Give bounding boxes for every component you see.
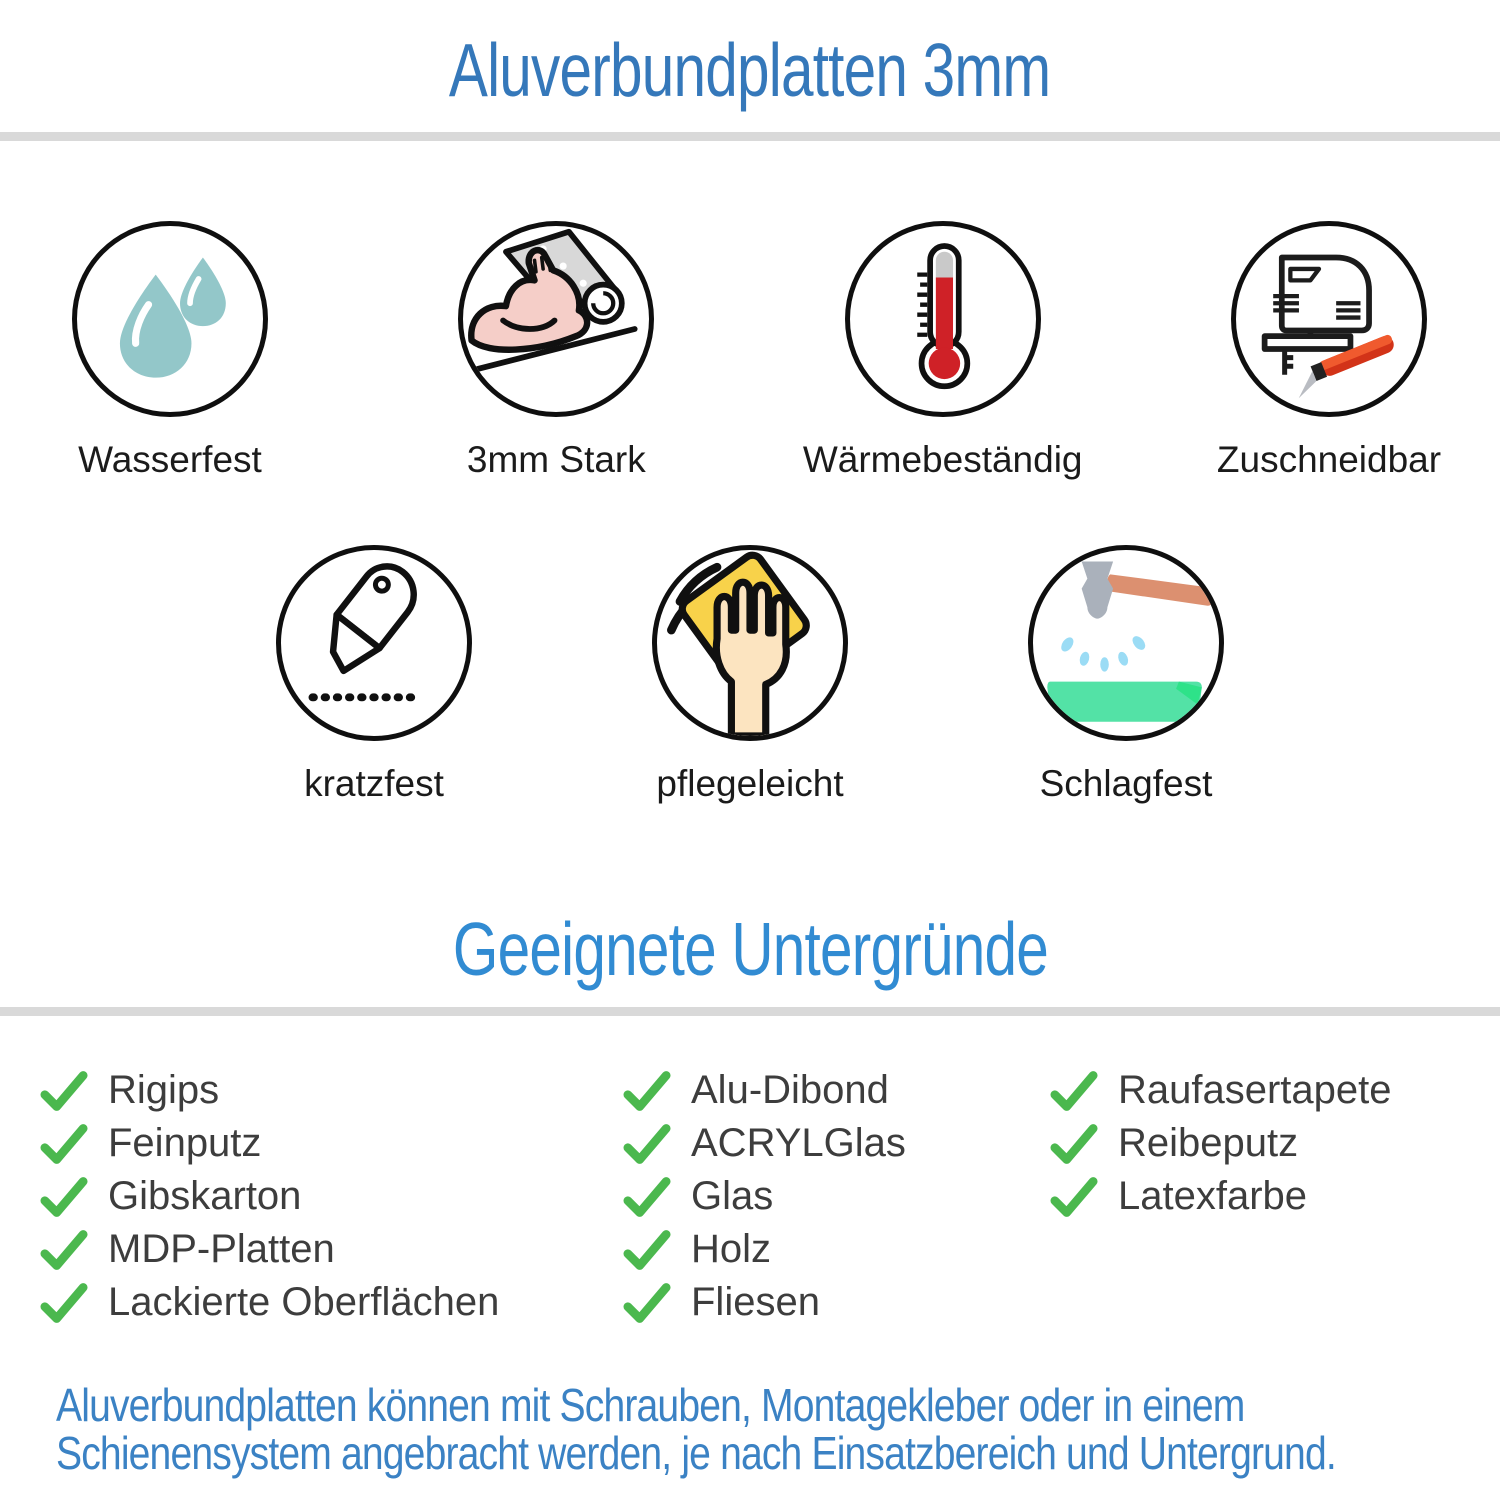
substrate-item bbox=[40, 1117, 623, 1170]
feature-label: Wärmebeständig bbox=[802, 439, 1083, 480]
feature-kratzfest bbox=[276, 545, 472, 805]
substrate-label: Rigips bbox=[108, 1068, 220, 1112]
thermometer-icon bbox=[850, 226, 1036, 412]
footer-line-2: Schienensystem angebracht werden, je nach Einsatzbereich und Untergrund. bbox=[56, 1427, 1336, 1479]
checkmark-icon bbox=[623, 1229, 671, 1271]
feature-circle bbox=[652, 545, 848, 741]
utility-knife-icon bbox=[281, 550, 467, 736]
footer-note bbox=[0, 1381, 1500, 1477]
checkmark-icon bbox=[1050, 1070, 1098, 1112]
checkmark-icon bbox=[623, 1176, 671, 1218]
checkmark-icon bbox=[40, 1229, 88, 1271]
substrate-item bbox=[1050, 1170, 1460, 1223]
substrate-label: Raufasertapete bbox=[1118, 1068, 1392, 1112]
substrate-item bbox=[40, 1223, 623, 1276]
feature-zuschneidbar bbox=[1216, 221, 1442, 481]
features-row-2 bbox=[0, 545, 1500, 805]
substrate-item bbox=[623, 1117, 1050, 1170]
substrate-item bbox=[623, 1276, 1050, 1329]
feature-waermebestaendig bbox=[802, 221, 1083, 481]
substrates-section bbox=[0, 1064, 1500, 1329]
substrate-item bbox=[1050, 1117, 1460, 1170]
features-row-1 bbox=[72, 221, 1442, 481]
substrate-item bbox=[1050, 1064, 1460, 1117]
checkmark-icon bbox=[623, 1282, 671, 1324]
feature-pflegeleicht bbox=[652, 545, 848, 805]
feature-schlagfest bbox=[1028, 545, 1224, 805]
checkmark-icon bbox=[40, 1123, 88, 1165]
page-title bbox=[0, 0, 1500, 110]
checkmark-icon bbox=[40, 1282, 88, 1324]
feature-label: Schlagfest bbox=[1039, 763, 1213, 804]
substrates-column-2 bbox=[623, 1064, 1050, 1329]
substrate-label: ACRYLGlas bbox=[691, 1121, 906, 1165]
divider bbox=[0, 132, 1500, 141]
feature-circle bbox=[458, 221, 654, 417]
substrate-item bbox=[40, 1276, 623, 1329]
feature-label: 3mm Stark bbox=[466, 439, 646, 480]
substrates-column-1 bbox=[40, 1064, 623, 1329]
section-title-text: Geeignete Untergründe bbox=[452, 907, 1048, 991]
divider bbox=[0, 1007, 1500, 1016]
feature-wasserfest bbox=[72, 221, 268, 481]
strong-arm-icon bbox=[463, 226, 649, 412]
substrate-label: Latexfarbe bbox=[1118, 1174, 1308, 1218]
checkmark-icon bbox=[40, 1176, 88, 1218]
water-drops-icon bbox=[77, 226, 263, 412]
feature-circle bbox=[1231, 221, 1427, 417]
hammer-impact-icon bbox=[1033, 550, 1219, 736]
substrates-column-3 bbox=[1050, 1064, 1460, 1223]
substrate-label: Feinputz bbox=[108, 1121, 262, 1165]
substrate-label: Reibeputz bbox=[1118, 1121, 1299, 1165]
substrate-label: Fliesen bbox=[691, 1280, 820, 1324]
checkmark-icon bbox=[40, 1070, 88, 1112]
substrate-label: MDP-Platten bbox=[108, 1227, 335, 1271]
substrate-label: Holz bbox=[691, 1227, 772, 1271]
feature-3mm-stark bbox=[458, 221, 654, 481]
feature-circle bbox=[276, 545, 472, 741]
substrate-item bbox=[623, 1064, 1050, 1117]
feature-circle bbox=[1028, 545, 1224, 741]
section-title bbox=[0, 909, 1500, 989]
substrate-label: Alu-Dibond bbox=[691, 1068, 889, 1112]
substrate-item bbox=[40, 1064, 623, 1117]
feature-circle bbox=[72, 221, 268, 417]
checkmark-icon bbox=[623, 1123, 671, 1165]
substrate-item bbox=[623, 1170, 1050, 1223]
feature-circle bbox=[845, 221, 1041, 417]
jigsaw-cutter-icon bbox=[1236, 226, 1422, 412]
substrate-item bbox=[40, 1170, 623, 1223]
substrate-label: Gibskarton bbox=[108, 1174, 302, 1218]
checkmark-icon bbox=[1050, 1123, 1098, 1165]
checkmark-icon bbox=[623, 1070, 671, 1112]
footer-line-1: Aluverbundplatten können mit Schrauben, Montagekleber oder in einem bbox=[56, 1379, 1245, 1431]
substrate-item bbox=[623, 1223, 1050, 1276]
wiping-hand-icon bbox=[657, 550, 843, 736]
feature-label: Zuschneidbar bbox=[1216, 439, 1442, 480]
feature-label: Wasserfest bbox=[78, 439, 262, 480]
feature-label: kratzfest bbox=[304, 763, 444, 804]
page-title-text: Aluverbundplatten 3mm bbox=[449, 28, 1051, 112]
substrate-label: Lackierte Oberflächen bbox=[108, 1280, 500, 1324]
checkmark-icon bbox=[1050, 1176, 1098, 1218]
feature-label: pflegeleicht bbox=[656, 763, 844, 804]
substrate-label: Glas bbox=[691, 1174, 774, 1218]
